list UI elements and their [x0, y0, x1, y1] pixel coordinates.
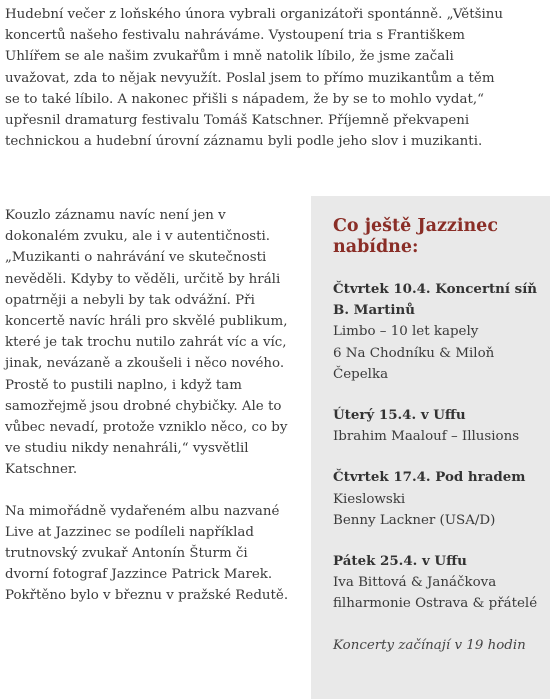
event-line: 6 Na Chodníku & Miloň Čepelka: [333, 345, 495, 382]
left-column: [5, 205, 295, 627]
events-sidebar: [311, 196, 550, 699]
event-item: [333, 279, 540, 385]
event-item: [333, 467, 540, 531]
intro-section: [5, 4, 505, 152]
event-item: [333, 551, 540, 615]
event-line: Iva Bittová & Janáčkova filharmonie Ostrava & přátelé: [333, 575, 538, 612]
event-date: Čtvrtek 10.4. Koncertní síň B. Martinů: [333, 281, 538, 319]
sidebar-title: Co ještě Jazzinec nabídne:: [333, 216, 498, 257]
event-item: [333, 405, 540, 447]
event-line: Benny Lackner (USA/D): [333, 512, 496, 528]
event-line: Kieslowski: [333, 491, 406, 507]
intro-paragraph: Hudební večer z loňského února vybrali organizátoři spontánně. „Většinu koncertů našeho festivalu nahráváme. Vystoupení tria s Františkem Uhlířem se ale našim zvukařům i mně natolik líbilo, že jsme začali uvažovat, zda to nějak nevyužít. Poslal jsem to přímo muzikantům a těm se to také líbilo. A nakonec přišli s nápadem, že by se to mohlo vydat,“ upřesnil dramaturg festivalu Tomáš Katschner. Příjemně překvapeni technickou a hudební úrovní záznamu byli podle jeho slov i muzikanti.: [5, 7, 503, 150]
event-line: Limbo – 10 let kapely: [333, 324, 479, 340]
event-line: Ibrahim Maalouf – Illusions: [333, 429, 520, 445]
sidebar-footer: Koncerty začínají v 19 hodin: [333, 637, 526, 653]
article-paragraph: Na mimořádně vydařeném albu nazvané Live at Jazzinec se podíleli například trutnovský zvukař Antonín Šturm či dvorní fotograf Jazzince Patrick Marek. Pokřtěno bylo v březnu v pražské Redutě.: [5, 503, 289, 604]
event-date: Pátek 25.4. v Uffu: [333, 553, 467, 570]
event-date: Úterý 15.4. v Uffu: [333, 407, 466, 424]
article-paragraph: Kouzlo záznamu navíc není jen v dokonalém zvuku, ale i v autentičnosti. „Muzikanti o nahrávání ve skutečnosti nevěděli. Kdyby to věděli, určitě by hráli opatrněji a nebyli by tak odvážní. Při koncertě navíc hráli pro skvělé publikum, které je tak trochu nutilo zahrát víc a víc, jinak, nevázaně a zkoušeli i něco nového. Prostě to pustili naplno, i když tam samozřejmě jsou drobné chybičky. Ale to vůbec nevadí, protože vzniklo něco, co by ve studiu nikdy nenahráli,“ vysvětlil Katschner.: [5, 208, 288, 478]
event-date: Čtvrtek 17.4. Pod hradem: [333, 469, 526, 486]
